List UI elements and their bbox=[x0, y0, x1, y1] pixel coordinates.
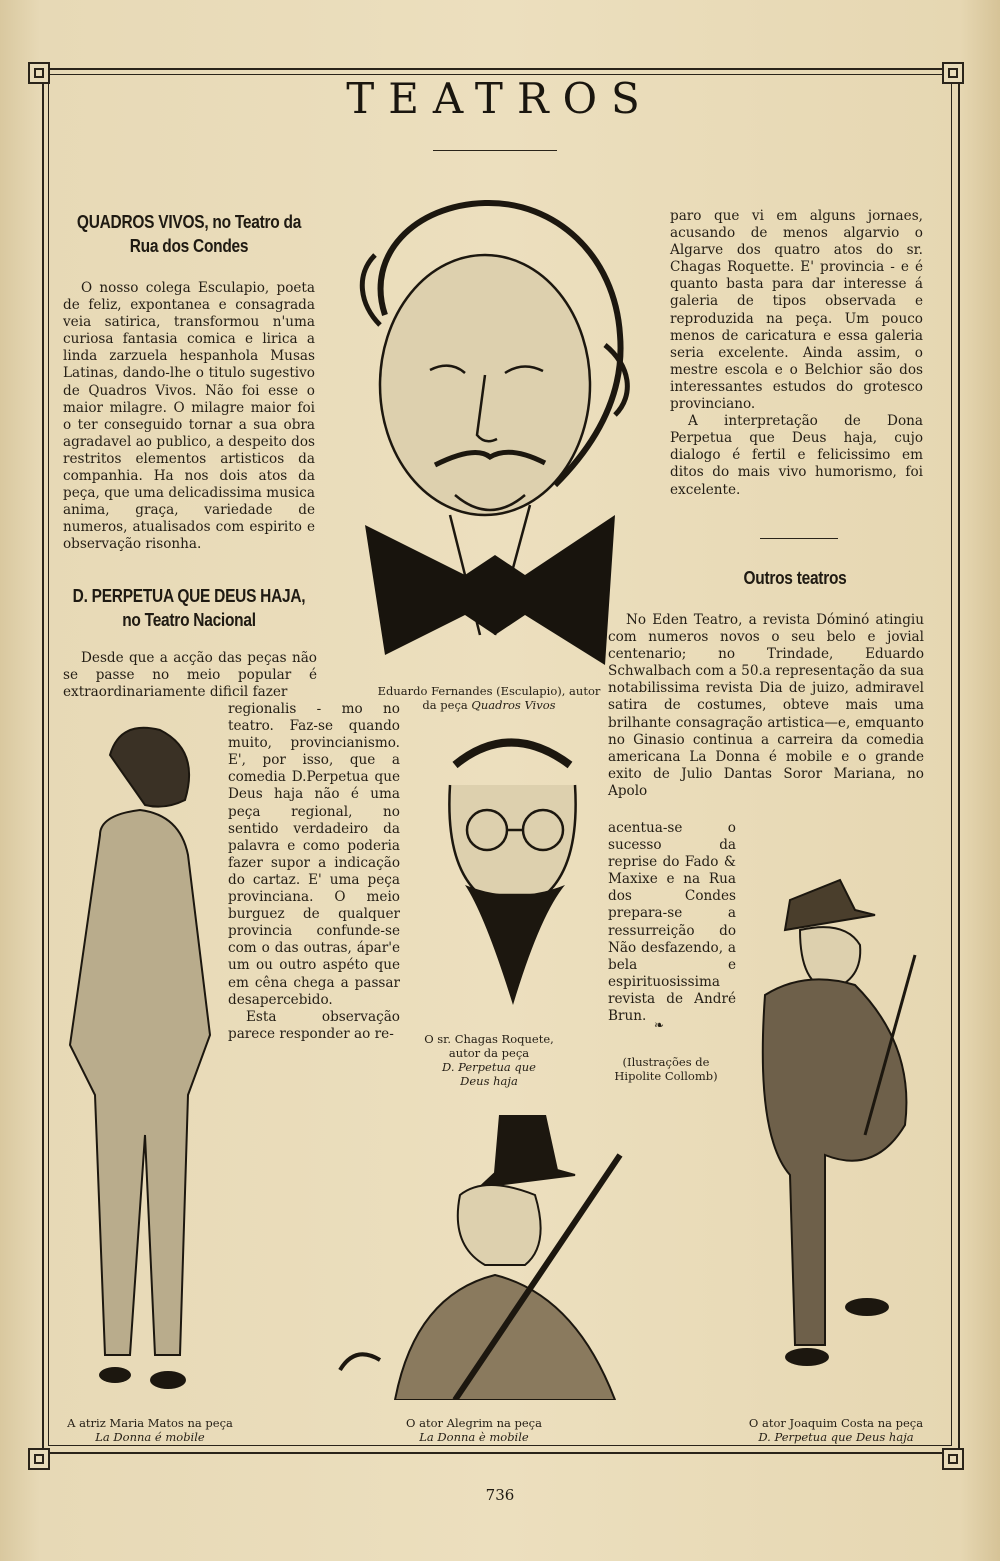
heading-quadros-vivos: QUADROS VIVOS, no Teatro da Rua dos Condes bbox=[76, 212, 302, 256]
caption-joaquim-costa: O ator Joaquim Costa na peça D. Perpetua que Deus haja bbox=[748, 1416, 924, 1444]
article-d-perpetua-continued: paro que vi em alguns jornaes, acusando de menos algarvio o Algarve dos quatro atos do sr. Chagas Roquette. E' provincia - e é quanto basta para dar interesse á galeria de tipos observada e reproduzida na peça. Um pouco menos de caricatura e essa galeria seria excelente. Ainda assim, o mestre escola e o Belchior são dos interessantes estudos do grotesco provinciano. A interpretação de Dona Perpetua que Deus haja, cujo dialogo é fertil e felicissimo em ditos do mais vivo humorismo, foi excelente. bbox=[670, 208, 923, 498]
page-number: 736 bbox=[485, 1486, 515, 1504]
frame-corner-top-right bbox=[942, 62, 964, 84]
caricature-chagas-roquete bbox=[425, 725, 600, 1010]
caption-maria-matos: A atriz Maria Matos na peça La Donna é mobile bbox=[67, 1416, 233, 1444]
caption-esculapio: Eduardo Fernandes (Esculapio), autor da peça Quadros Vivos bbox=[377, 684, 601, 712]
title-rule bbox=[433, 150, 557, 151]
page-title: TEATROS bbox=[346, 74, 654, 123]
article-outros-teatros: No Eden Teatro, a revista Dóminó atingiu com numeros novos o seu belo e jovial centenario; no Trindade, Eduardo Schwalbach com a 50.a representação da sua notabilissima revista Dia de juizo, admiravel satira de costumes, obteve mais uma brilhante consagração artistica—e, emquanto no Ginasio continua a carreira da comedia americana La Donna é mobile e o grande exito de Julio Dantas Soror Mariana, no Apolo bbox=[608, 612, 924, 799]
caricature-alegrim bbox=[335, 1115, 625, 1400]
caption-alegrim: O ator Alegrim na peça La Donna è mobile bbox=[406, 1416, 542, 1444]
separator-rule bbox=[760, 538, 838, 539]
caricature-joaquim-costa bbox=[745, 875, 920, 1370]
article-outros-teatros-continued: acentua-se o sucesso da reprise do Fado & Maxixe e na Rua dos Condes prepara-se a ressurreição do Não desfazendo, a bela e espirituosissima revista de André Brun. bbox=[608, 820, 736, 1025]
frame-corner-top-left bbox=[28, 62, 50, 84]
ornament-icon: ❧ bbox=[654, 1018, 665, 1032]
article-d-perpetua-intro: Desde que a acção das peças não se passe no meio popular é extraordinariamente dificil fazer bbox=[63, 650, 317, 701]
caption-chagas-roquete: O sr. Chagas Roquete, autor da peça D. Perpetua que Deus haja bbox=[424, 1032, 554, 1088]
frame-corner-bottom-left bbox=[28, 1448, 50, 1470]
heading-d-perpetua: D. PERPETUA QUE DEUS HAJA, no Teatro Nacional bbox=[72, 586, 306, 630]
frame-corner-bottom-right bbox=[942, 1448, 964, 1470]
illustration-credit: (Ilustrações de Hipolite Collomb) bbox=[614, 1055, 718, 1083]
caricature-esculapio bbox=[345, 195, 635, 685]
article-d-perpetua-body: regionalis - mo no teatro. Faz-se quando muito, provincianismo. E', por isso, que a comedia D.Perpetua que Deus haja não é uma peça regional, no sentido verdadeiro da palavra e como poderia fazer supor a indicação do cartaz. E' uma peça provinciana. O meio burguez de qualquer provincia confunde-se com o das outras, ápar'e um ou outro aspéto que em cêna chega a passar desapercebido. Esta observação parece responder ao re- bbox=[228, 701, 400, 1042]
article-quadros-vivos: O nosso colega Esculapio, poeta de feliz, expontanea e consagrada veia satirica, transformou n'uma curiosa fantasia comica e lirica a linda zarzuela hespanhola Musas Latinas, dando-lhe o titulo sugestivo de Quadros Vivos. Não foi esse o maior milagre. O milagre maior foi o ter conseguido tornar a sua obra agradavel ao publico, a despeito dos restritos elementos artisticos da companhia. Ha nos dois atos da peça, que uma delicadissima musica anima, graça, variedade de numeros, atualisados com espirito e observação risonha. bbox=[63, 280, 315, 553]
heading-outros-teatros: Outros teatros bbox=[743, 568, 847, 588]
caricature-maria-matos bbox=[60, 715, 220, 1400]
